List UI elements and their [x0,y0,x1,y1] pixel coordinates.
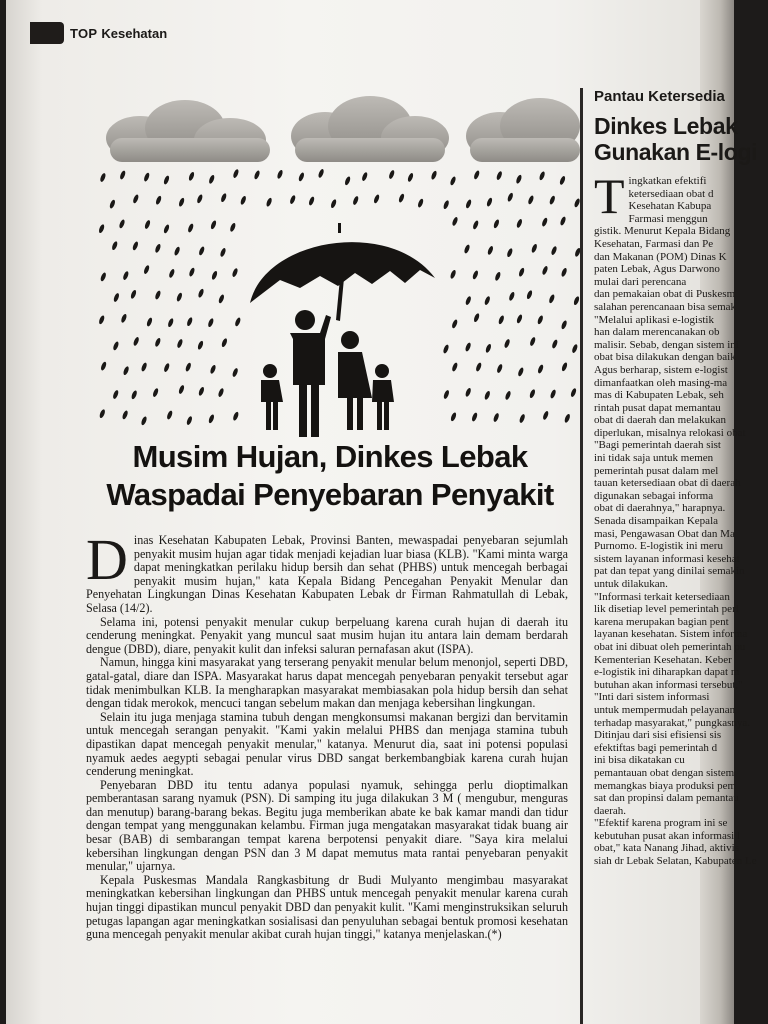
raindrop [265,197,272,207]
raindrop [472,270,479,280]
raindrop [463,244,470,254]
raindrop [559,175,566,185]
side-article-line: masi, Pengawasan Obat dan Ma [594,527,735,540]
raindrop [121,410,128,420]
raindrop [516,314,523,324]
raindrop [541,217,548,227]
magazine-page [6,0,758,1024]
raindrop [186,317,193,327]
raindrop [506,248,513,258]
raindrop [146,317,153,327]
side-article-line: gistik. Menurut Kepala Bidang [594,225,731,238]
side-article-line: digunakan sebagai informa [594,489,714,502]
article-paragraph: Namun, hingga kini masyarakat yang terserang penyakit menular belum menonjol, seperti DBD, gatal-gatal, diare dan ISPA. Masyarakat harus dapat mencegah penyebaran penyakit tersebut agar tidak menimbulkan KLB. Ia mengharapkan masyarakat membiasakan pola hidup bersih dan sehat dengan tidak merokok, mencuci tangan sebelum makan dan menjaga kebersihan lingkungan. [86,655,568,711]
raindrop [493,412,500,422]
raindrop [218,294,225,304]
raindrop [98,224,105,234]
raindrop [217,388,224,398]
raindrop [529,389,536,399]
raindrop [449,269,456,279]
side-article-line: terhadap masyarakat," pungkasnya. [594,716,750,729]
drop-cap: D [86,527,128,592]
raindrop [289,195,296,205]
side-article-line: efektiftas bagi pemerintah d [594,741,718,754]
raindrop [168,268,175,278]
raindrop [122,271,129,281]
side-article-line: obat bisa dilakukan dengan baik [594,351,736,364]
side-article-line: rintah pusat dapat memantau [594,401,721,414]
raindrop [188,171,195,181]
article-paragraph: Penyebaran DBD itu tentu adanya populasi nyamuk, sehingga perlu dioptimalkan pemberantasan sarang nyamuk (PSN). Di samping itu juga dilakukan 3 M ( mengubur, menguras dan menutup) barang-barang bekas. Begitu juga memberikan abate ke bak kamar mandi dan tidur dengan tempat yang menggunakan kelambu. Firman juga mengatakan masyarakat tidak buang air besar (BAB) di sembarangan tempat karena berpotensi penyakit diare. "Saya kira melalui kebersihan lingkungan dengan PSN dan 3 M dapat memutus mata rantai penyebaran penyakit menular," ujarnya. [86,777,568,874]
raindrop [234,317,241,327]
raindrop [209,364,216,374]
raindrop [549,195,556,205]
side-article-line: mulai dari perencana [594,275,687,288]
article-paragraph: Selama ini, potensi penyakit menular cukup berpeluang karena curah hujan di daerah itu cenderung meningkat. Penyakit yang muncul saat musim hujan itu antara lain demam berdarah dengue (DBD), diare, penyakit kulit dan infeksi saluran pernafasan akut (ISPA). [86,614,568,656]
raindrop [99,409,106,419]
side-article-line: obat di daerah dan melakukan [594,414,726,427]
side-article-line: Purnomo. E-logistik ini meru [594,540,723,553]
side-article-line: lik disetiap level pemerintah perl [594,603,739,616]
raindrop [548,294,555,304]
headline-line-2: Waspadai Penyebaran Penyakit [106,477,554,512]
side-title-line-2: Gunakan E-logi [594,139,758,165]
article-paragraph: Dinas Kesehatan Kabupaten Lebak, Provinsi Banten, mewaspadai penyebaran sejumlah penyakit musim hujan agar tidak menjadi kejadian luar biasa (KLB). "Kami minta warga dapat meningkatkan perilaku hidup bersih dan sehat (PHBS) untuk mencegah berbagai penyakit musim hujan," kata Kepala Bidang Pencegahan Penyakit Menular dan Penyehatan Lingkungan Dinas Kesehatan Kabupaten Lebak dr Firman Rahmatullah di Lebak, Selasa (14/2). [86,527,568,615]
raindrop [475,362,482,372]
raindrop [176,292,183,302]
raindrop [344,176,351,186]
raindrop [232,411,239,421]
raindrop [417,198,424,208]
side-drop-cap: T [594,168,625,224]
side-article-line: pat dan tepat yang dinilai semakin [594,565,745,578]
cloud-icon [106,100,270,162]
side-article-line: "Melalui aplikasi e-logistik [594,313,714,326]
side-article-line: tauan ketersediaan obat di daerah [594,477,741,490]
umbrella-icon [250,223,435,321]
cloud-icon [466,98,580,162]
side-article-line: pemantauan obat dengan sistem [594,766,735,779]
raindrop [486,197,493,207]
side-article-line: "Bagi pemerintah daerah sist [594,439,721,452]
side-article-line: sat dan propinsi dalam pemantau [594,792,739,805]
side-article-line: diperlukan, misalnya relokasi obat [594,426,746,439]
family-icon [261,310,394,437]
raindrop [198,246,205,256]
raindrop [570,388,577,398]
raindrop [472,220,479,230]
side-article-line: karena merupakan bagian pent [594,615,729,628]
raindrop [443,389,450,399]
raindrop [188,267,195,277]
raindrop [152,388,159,398]
side-article-line: obat," kata Nanang Jihad, aktivis [594,842,740,855]
raindrop [122,366,129,376]
raindrop [451,319,458,329]
raindrop [473,313,480,323]
article-body [86,527,568,942]
raindrop [298,172,305,182]
raindrop [144,219,151,229]
raindrop [559,216,566,226]
raindrop [464,342,471,352]
side-article-line: dimanfaatkan oleh masing-ma [594,376,728,389]
rain-umbrella-family-illustration [100,88,570,428]
raindrop [208,174,215,184]
raindrop [163,175,170,185]
raindrop [519,413,526,423]
side-article-line: daerah. [594,804,627,817]
raindrop [163,363,170,373]
raindrop [496,171,503,181]
raindrop [197,288,204,298]
side-article-title [594,113,758,165]
raindrop [132,194,139,204]
raindrop [196,194,203,204]
side-article-line: paten Lebak, Agus Darwono [594,263,720,276]
raindrop [518,267,525,277]
raindrop [498,315,505,325]
raindrop [564,413,571,423]
raindrop [451,362,458,372]
raindrop [100,272,107,282]
side-article-line: mas di Kabupaten Lebak, seh [594,389,724,402]
column-divider [580,88,583,1024]
raindrop [560,320,567,330]
raindrop [186,416,193,426]
raindrop [517,367,524,377]
side-article-line: ini tidak saja untuk memen [594,452,714,465]
raindrop [99,172,106,182]
raindrop [531,243,538,253]
raindrop [131,390,138,400]
raindrop [451,216,458,226]
raindrop [473,170,480,180]
raindrop [221,338,228,348]
raindrop [527,195,534,205]
raindrop [155,195,162,205]
raindrop [541,265,548,275]
raindrop [516,218,523,228]
raindrop [154,337,161,347]
raindrop [229,222,236,232]
raindrop [551,339,558,349]
raindrop [220,193,227,203]
raindrop [208,414,215,424]
raindrop [140,416,147,426]
raindrop [112,389,119,399]
side-article-line: Ditinjau dari sisi efisiensi sis [594,729,722,742]
raindrop [176,338,183,348]
cloud-icon [291,96,449,162]
raindrop [537,315,544,325]
raindrop [388,169,395,179]
side-article-line: untuk dilakukan. [594,578,668,590]
raindrop [485,343,492,353]
raindrop [450,412,457,422]
raindrop [407,172,414,182]
raindrop [317,168,324,178]
side-article-line: ketersediaan obat d [628,187,714,200]
side-article-line: dan pemakaian obat di Puskesm [594,288,736,301]
side-article-line: siah dr Lebak Selatan, Kabupaten Le [594,855,757,868]
raindrop [178,384,185,394]
raindrop [537,364,544,374]
side-article-line: Kementerian Kesehatan. Keber [594,653,732,666]
raindrop [496,363,503,373]
raindrop [526,290,533,300]
raindrop [140,362,147,372]
raindrop [143,172,150,182]
side-article-line: pemerintah pusat dalam mel [594,464,719,477]
raindrop [130,289,137,299]
raindrop [484,296,491,306]
side-article-body [594,168,764,868]
side-article-line: kebutuhan pusat akan informasi l [594,829,741,842]
raindrop [109,199,116,209]
raindrop [118,219,125,229]
side-article-line: Agus berharap, sistem e-logist [594,363,728,376]
side-article-line: untuk mempermudah pelayanan [594,703,736,716]
side-article-line: Kesehatan Kabupa [628,200,712,213]
raindrop [503,338,510,348]
side-article-line: "Efektif karena program ini se [594,817,728,830]
raindrop [465,387,472,397]
side-article-line: han dalam merencanakan ob [594,326,720,339]
side-title-line-1: Dinkes Lebak [594,113,738,139]
article-headline [70,438,590,514]
side-article-line: Farmasi menggun [628,212,708,225]
raindrop [98,315,105,325]
raindrop [154,243,161,253]
side-article-line: Kesehatan, Farmasi dan Pe [594,237,714,250]
raindrop [198,386,205,396]
raindrop [538,171,545,181]
raindrop [529,336,536,346]
headline-line-1: Musim Hujan, Dinkes Lebak [132,439,528,474]
raindrop [207,318,214,328]
raindrop [508,291,515,301]
raindrop [487,245,494,255]
side-article [594,88,758,1024]
side-article-line: dan Makanan (POM) Dinas K [594,250,727,263]
side-article-line: malisir. Sebab, dengan sistem ini [594,338,739,351]
raindrop [219,247,226,257]
raindrop [465,296,472,306]
raindrop [132,241,139,251]
side-article-line: obat di daerahnya," harapnya. [594,502,726,515]
raindrop [112,341,119,351]
raindrop [484,390,491,400]
raindrop [330,199,337,209]
raindrop [442,344,449,354]
raindrop [178,197,185,207]
header-top-label: TOP [70,25,98,41]
raindrop [398,193,405,203]
raindrop [113,292,120,302]
side-article-line: layanan kesehatan. Sistem informa [594,628,748,641]
raindrop [504,390,511,400]
raindrop [111,241,118,251]
raindrop [154,290,161,300]
section-header [34,22,167,44]
raindrop [561,362,568,372]
raindrop [240,195,247,205]
side-article-line: "Informasi terkait ketersediaan [594,590,730,603]
raindrop [361,172,368,182]
side-article-line: sistem layanan informasi kesehat [594,552,740,565]
side-article-line: "Inti dari sistem informasi [594,691,710,704]
raindrop [465,199,472,209]
raindrop [308,196,315,206]
raindrop [167,318,174,328]
raindrop [507,192,514,202]
raindrop [232,169,239,179]
raindrop [560,267,567,277]
raindrop [253,170,260,180]
side-article-line: salahan perencanaan bisa semak [594,300,737,313]
raindrop [119,170,126,180]
side-article-line: ini bisa dikatakan cu [594,754,685,767]
raindrop [515,174,522,184]
raindrop [231,268,238,278]
side-article-line: butuhan akan informasi tersebut," [594,678,743,691]
side-article-line: e-logistik ini diharapkan dapat m [594,666,740,679]
raindrop [449,176,456,186]
raindrop [542,410,549,420]
side-article-kicker: Pantau Ketersedia [594,88,725,105]
raindrop [133,336,140,346]
raindrop [549,389,556,399]
raindrop [352,195,359,205]
raindrop [173,246,180,256]
raindrop [210,220,217,230]
header-section-label: Kesehatan [101,25,168,41]
raindrop [373,194,380,204]
article-paragraph: Kepala Puskesmas Mandala Rangkasbitung dr Budi Mulyanto mengimbau masyarakat meningkatkan kebersihan lingkungan dan PHBS untuk mencegah penyakit menular karena curah hujan tinggi dipastikan muncul penyakit DBD dan penyakit kulit. "Kami menginstruksikan seluruh petugas lapangan agar meningkatkan sosialisasi dan penyuluhan sebagai bentuk promosi kesehatan guna mencegah penyakit menular akibat curah hujan tinggi," katanya menjelaskan.(*) [86,872,568,942]
side-article-line: ingkatkan efektifi [628,175,707,187]
raindrop [430,170,437,180]
raindrop [211,270,218,280]
raindrop [494,271,501,281]
header-block-mark [30,22,64,44]
side-article-line: Senada disampaikan Kepala [594,515,719,528]
article-paragraph: Selain itu juga menjaga stamina tubuh dengan mengkonsumsi makanan bergizi dan bervitamin untuk mencegah serangan penyakit. "Kami yakin melalui PHBS dan menjaga stamina tubuh dipastikan dapat mencegah penyakit menular," katanya. Menurut dia, saat ini potensi populasi nyamuk aedes aegypti sebagai penular virus DBD sangat berkembangbiak karena curah hujan cenderung meningkat. [86,709,568,779]
side-article-line: memangkas biaya produksi pem [594,779,737,792]
raindrop [197,340,204,350]
raindrop [232,367,239,377]
raindrop [571,344,578,354]
raindrop [163,224,170,234]
raindrop [143,265,150,275]
raindrop [443,200,450,210]
raindrop [185,362,192,372]
raindrop [276,169,283,179]
side-article-line: obat ini dibuat oleh pemerintah pu [594,640,746,653]
raindrop [493,219,500,229]
raindrop [471,412,478,422]
raindrop [120,313,127,323]
raindrop [166,410,173,420]
raindrop [187,223,194,233]
raindrop [550,246,557,256]
raindrop [100,361,107,371]
